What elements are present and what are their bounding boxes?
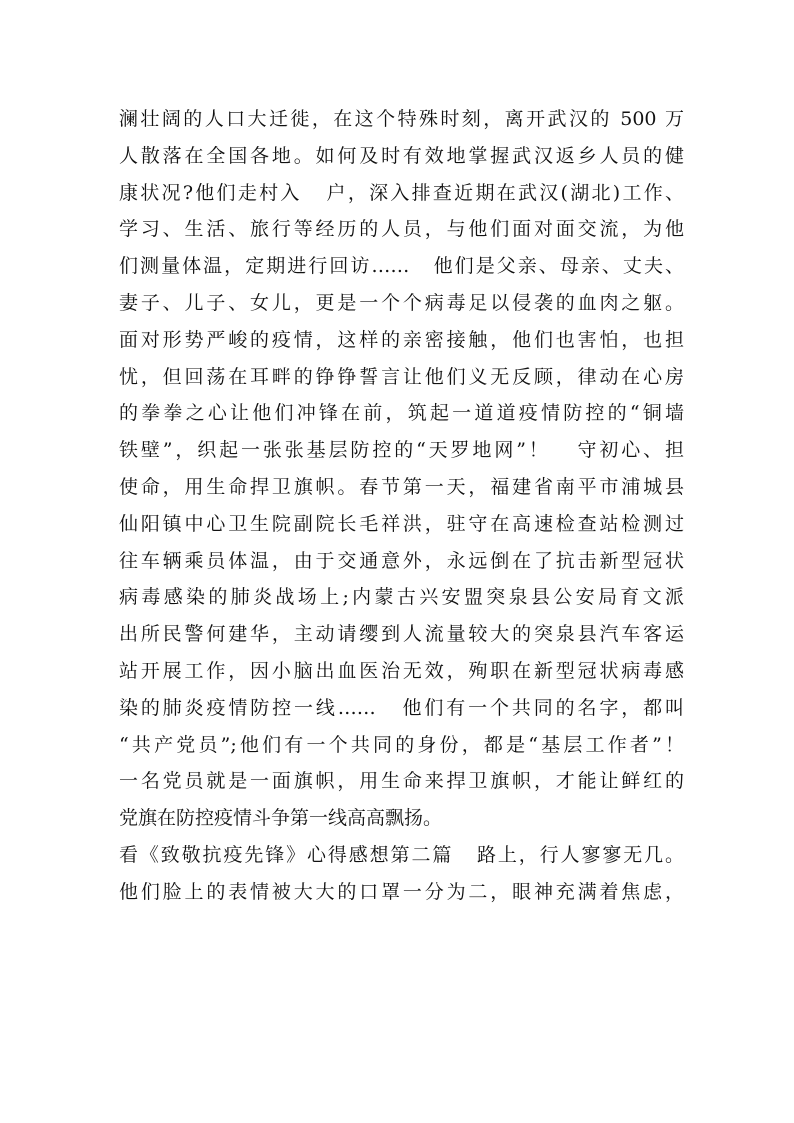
text-line: 党旗在防控疫情斗争第一线高高飘扬。: [119, 807, 443, 830]
text-line: 们测量体温，定期进行回访…… 他们是父亲、母亲、丈夫、: [119, 255, 684, 278]
text-line: 出所民警何建华，主动请缨到人流量较大的突泉县汽车客运: [119, 623, 684, 646]
text-line: 使命，用生命捍卫旗帜。春节第一天，福建省南平市浦城县: [119, 475, 684, 498]
text-line: 康状况?他们走村入 户，深入排查近期在武汉(湖北)工作、: [119, 181, 684, 204]
text-line: 染的肺炎疫情防控一线…… 他们有一个共同的名字，都叫: [119, 696, 684, 719]
text-line: 澜壮阔的人口大迁徙，在这个特殊时刻，离开武汉的 500 万: [119, 108, 684, 130]
text-line: 往车辆乘员体温，由于交通意外，永远倒在了抗击新型冠状: [119, 549, 684, 572]
text-line: 面对形势严峻的疫情，这样的亲密接触，他们也害怕，也担: [119, 328, 684, 351]
text-line: 一名党员就是一面旗帜，用生命来捍卫旗帜，才能让鲜红的: [119, 770, 684, 793]
text-line: 他们脸上的表情被大大的口罩一分为二，眼神充满着焦虑，: [119, 880, 684, 903]
text-line: 病毒感染的肺炎战场上;内蒙古兴安盟突泉县公安局育文派: [119, 586, 684, 609]
text-line: 站开展工作，因小脑出血医治无效，殉职在新型冠状病毒感: [119, 659, 684, 682]
text-line: 铁壁”，织起一张张基层防控的“天罗地网”！ 守初心、担: [119, 439, 684, 462]
text-line: 忧，但回荡在耳畔的铮铮誓言让他们义无反顾，律动在心房: [119, 365, 684, 388]
text-line: 妻子、儿子、女儿，更是一个个病毒足以侵袭的血肉之躯。: [119, 291, 684, 314]
text-line: 仙阳镇中心卫生院副院长毛祥洪，驻守在高速检查站检测过: [119, 512, 684, 535]
text-line: 看《致敬抗疫先锋》心得感想第二篇 路上，行人寥寥无几。: [119, 843, 684, 866]
text-line: 学习、生活、旅行等经历的人员，与他们面对面交流，为他: [119, 218, 684, 241]
body-text: [119, 101, 684, 911]
text-line: 的拳拳之心让他们冲锋在前，筑起一道道疫情防控的“铜墙: [119, 402, 684, 425]
text-line: “共产党员”;他们有一个共同的身份，都是“基层工作者”！: [119, 733, 684, 756]
text-line: 人散落在全国各地。如何及时有效地掌握武汉返乡人员的健: [119, 144, 684, 167]
